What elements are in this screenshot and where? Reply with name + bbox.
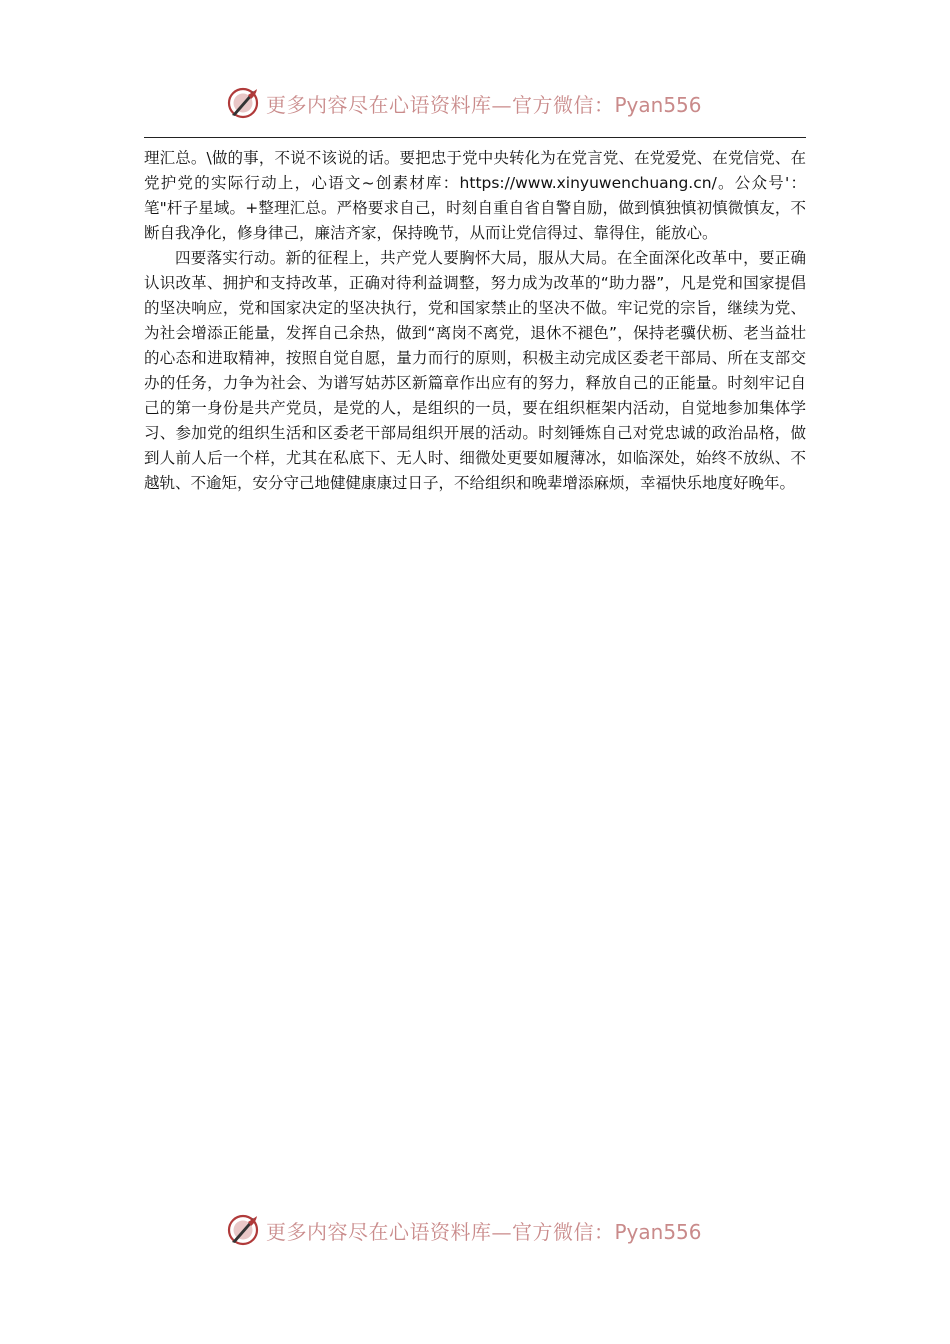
quill-seal-icon xyxy=(226,86,260,120)
quill-seal-icon xyxy=(226,1213,260,1247)
header-banner xyxy=(226,83,726,123)
document-body xyxy=(144,146,806,496)
paragraph-section-four: 四要落实行动。新的征程上，共产党人要胸怀大局，服从大局。在全面深化改革中，要正确认识改革、拥护和支持改革，正确对待利益调整，努力成为改革的“助力器”，凡是党和国家提倡的坚决响应，党和国家决定的坚决执行，党和国家禁止的坚决不做。牢记党的宗旨，继续为党、为社会增添正能量，发挥自己余热，做到“离岗不离党，退休不褪色”，保持老骥伏枥、老当益壮的心态和进取精神，按照自觉自愿，量力而行的原则，积极主动完成区委老干部局、所在支部交办的任务，力争为社会、为谱写姑苏区新篇章作出应有的努力，释放自己的正能量。时刻牢记自己的第一身份是共产党员，是党的人，是组织的一员，要在组织框架内活动，自觉地参加集体学习、参加党的组织生活和区委老干部局组织开展的活动。时刻锤炼自己对党忠诚的政治品格，做到人前人后一个样，尤其在私底下、无人时、细微处更要如履薄冰，如临深处，始终不放纵、不越轨、不逾矩，安分守己地健健康康过日子，不给组织和晚辈增添麻烦，幸福快乐地度好晚年。 xyxy=(144,249,806,492)
paragraph-continuation: 理汇总。\做的事，不说不该说的话。要把忠于党中央转化为在党言党、在党爱党、在党信党、在党护党的实际行动上，心语文~创素材库：https://www.xinyuwenchuang.cn/。公众号'：笔"杆子星域。+整理汇总。严格要求自己，时刻自重自省自警自励，做到慎独慎初慎微慎友，不断自我净化，修身律己，廉洁齐家，保持晚节，从而让党信得过、靠得住，能放心。 xyxy=(144,149,806,242)
footer-banner-handle: Pyan556 xyxy=(614,1219,702,1244)
header-divider xyxy=(144,137,806,138)
header-banner-text: 更多内容尽在心语资料库—官方微信： xyxy=(266,92,615,117)
footer-banner xyxy=(226,1210,726,1250)
header-banner-handle: Pyan556 xyxy=(614,92,702,117)
footer-banner-text: 更多内容尽在心语资料库—官方微信： xyxy=(266,1219,615,1244)
